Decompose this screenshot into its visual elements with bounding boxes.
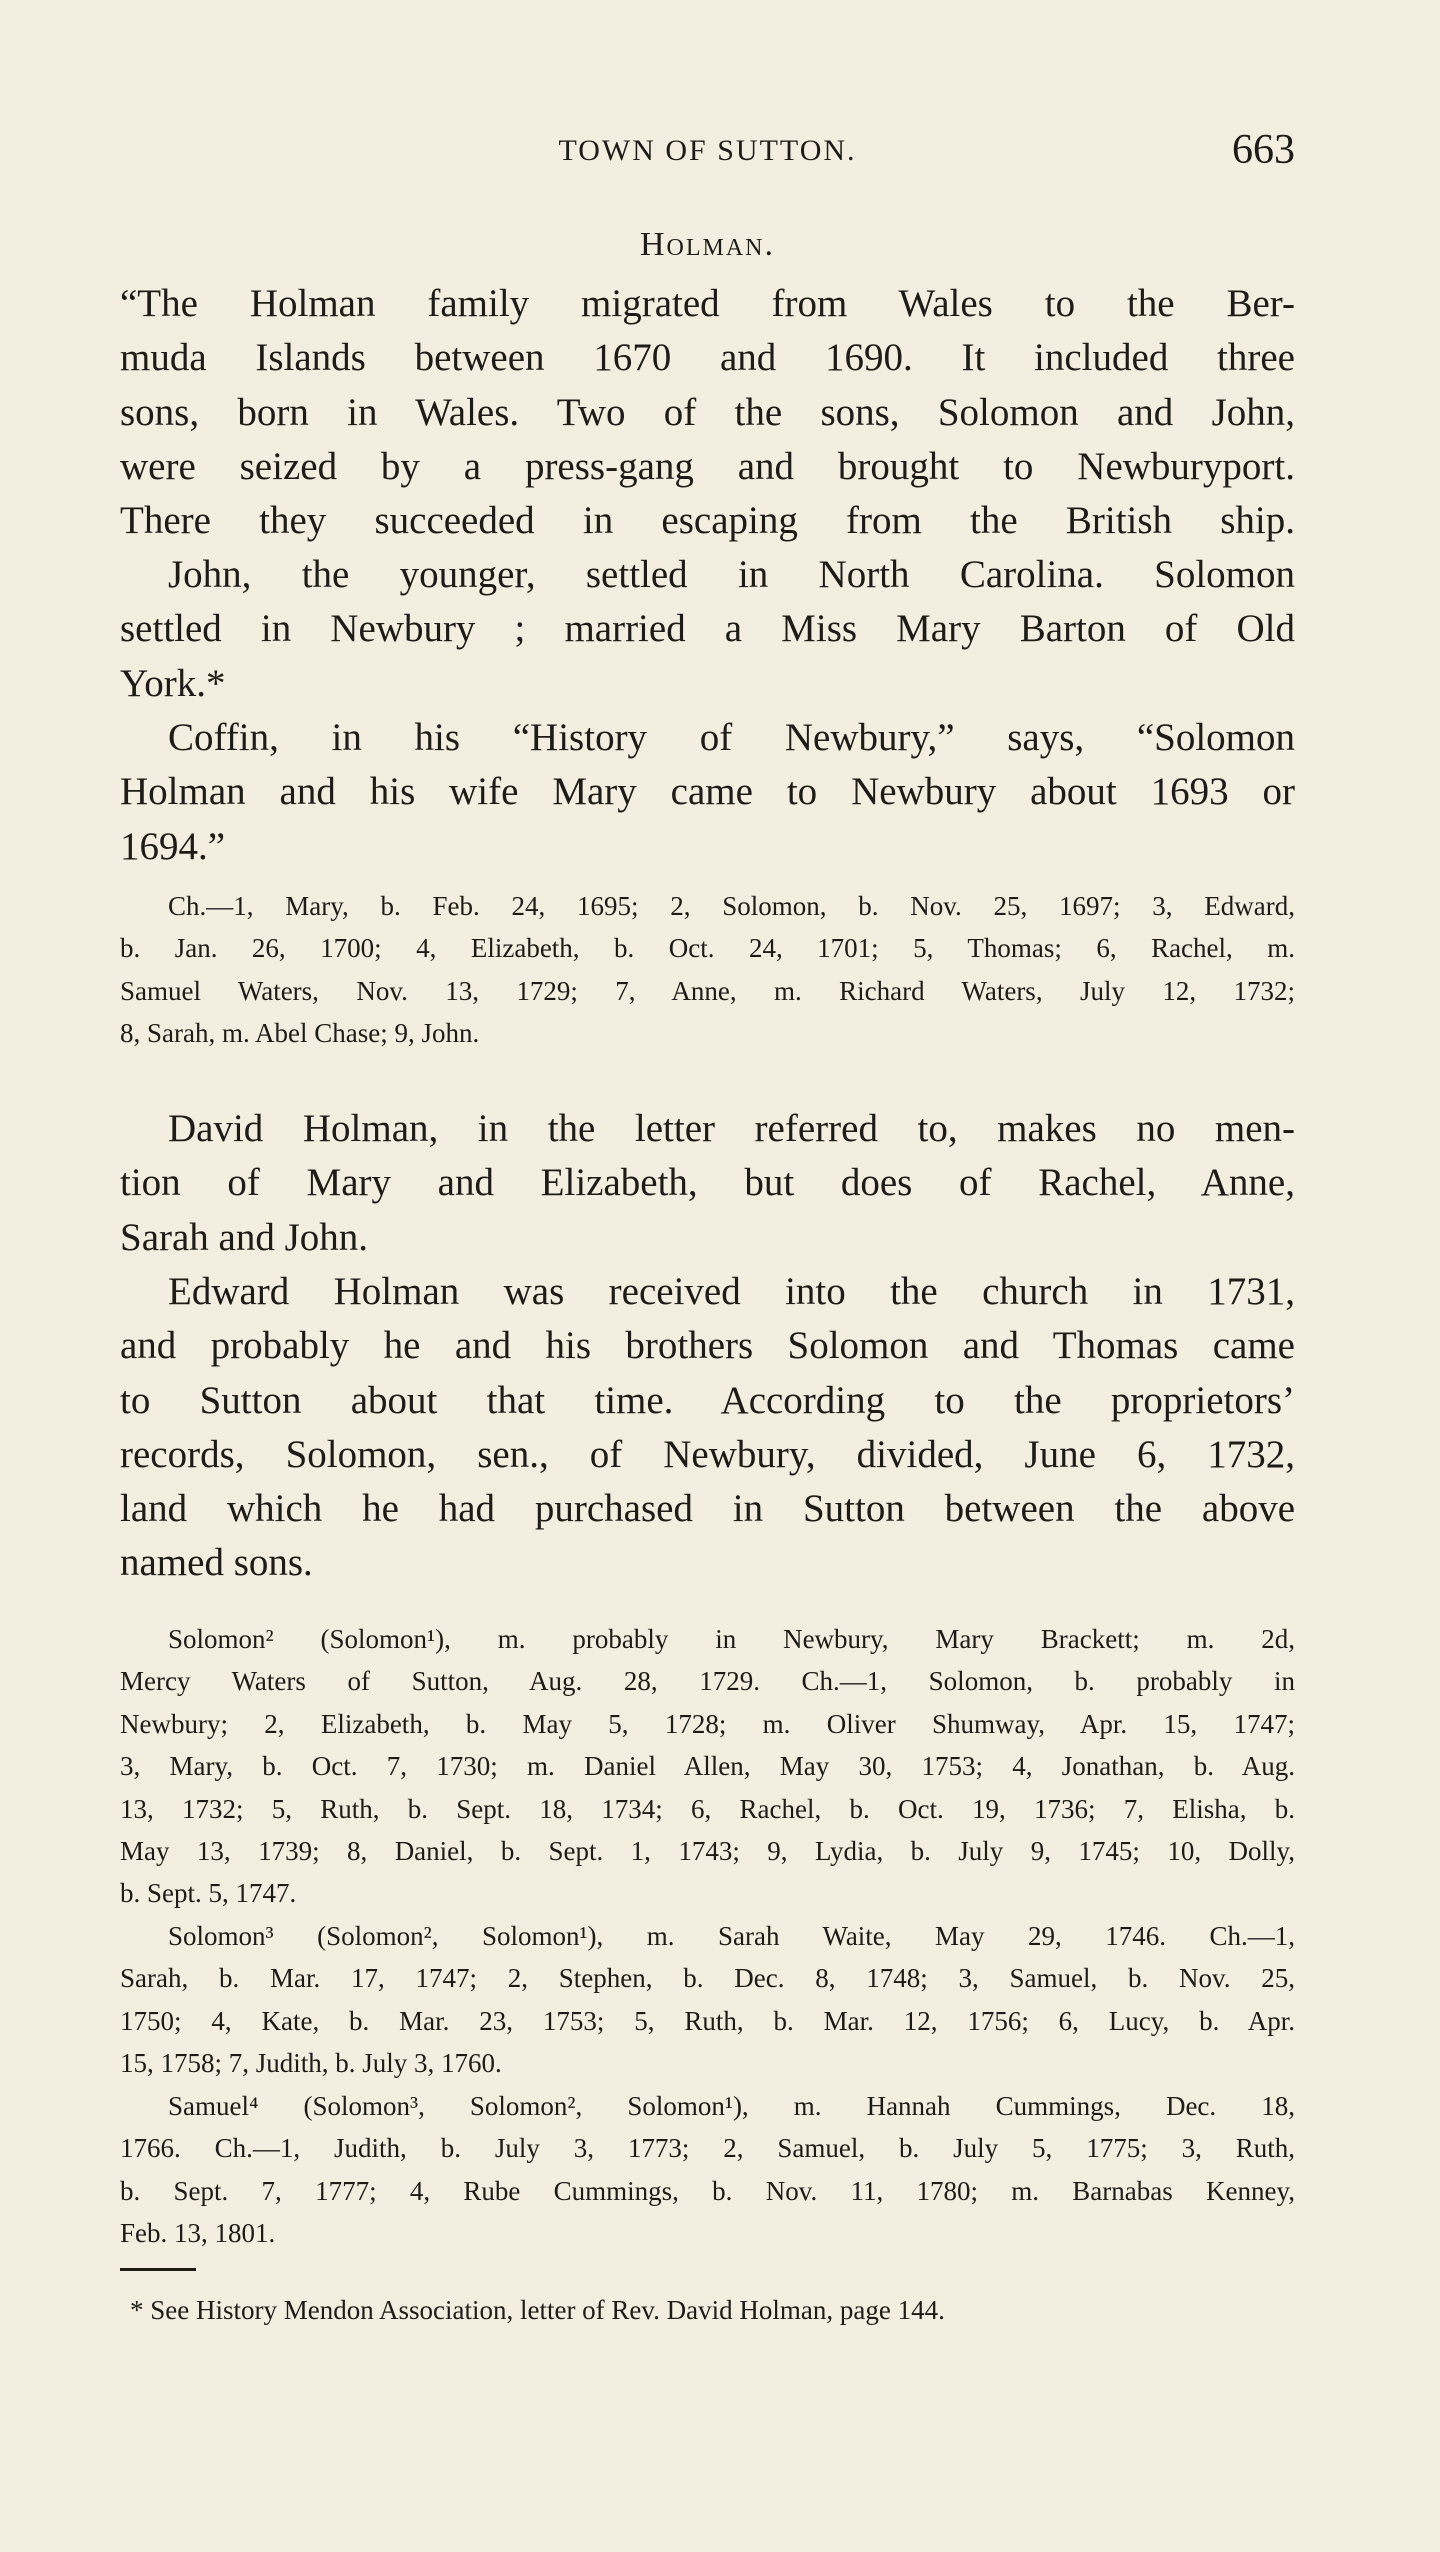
text-line: tion of Mary and Elizabeth, but does of Rachel, Anne,	[120, 1161, 1295, 1205]
text-line: Samuel Waters, Nov. 13, 1729; 7, Anne, m. Richard Waters, July 12, 1732;	[120, 975, 1295, 1006]
text-line: were seized by a press-gang and brought to Newburyport.	[120, 444, 1295, 488]
text-line: Sarah and John.	[120, 1215, 369, 1259]
text-line: b. Sept. 5, 1747.	[120, 1878, 297, 1909]
text-line: Ch.—1, Mary, b. Feb. 24, 1695; 2, Solomon, b. Nov. 25, 1697; 3, Edward,	[168, 891, 1295, 921]
running-title: TOWN OF SUTTON.	[558, 134, 857, 167]
text-line: David Holman, in the letter referred to, makes no men-	[168, 1107, 1295, 1150]
text-line: 13, 1732; 5, Ruth, b. Sept. 18, 1734; 6, Rachel, b. Oct. 19, 1736; 7, Elisha, b.	[120, 1793, 1295, 1824]
text-line: Coffin, in his “History of Newbury,” says, “Solomon	[168, 716, 1295, 759]
paragraph-family-origin	[120, 277, 1295, 548]
text-line: May 13, 1739; 8, Daniel, b. Sept. 1, 1743; 9, Lydia, b. July 9, 1745; 10, Dolly,	[120, 1836, 1295, 1867]
paragraph-john-solomon	[120, 548, 1295, 711]
footnote-divider	[120, 2268, 196, 2271]
text-line: 1750; 4, Kate, b. Mar. 23, 1753; 5, Ruth, b. Mar. 12, 1756; 6, Lucy, b. Apr.	[120, 2005, 1295, 2036]
text-line: Sarah, b. Mar. 17, 1747; 2, Stephen, b. Dec. 8, 1748; 3, Samuel, b. Nov. 25,	[120, 1963, 1295, 1994]
text-line: Solomon³ (Solomon², Solomon¹), m. Sarah Waite, May 29, 1746. Ch.—1,	[168, 1921, 1295, 1951]
text-line: Edward Holman was received into the church in 1731,	[168, 1270, 1295, 1313]
paragraph-edward-holman	[120, 1265, 1295, 1591]
text-line: and probably he and his brothers Solomon and Thomas came	[120, 1324, 1295, 1368]
text-line: 15, 1758; 7, Judith, b. July 3, 1760.	[120, 2048, 502, 2079]
text-line: b. Sept. 7, 1777; 4, Rube Cummings, b. Nov. 11, 1780; m. Barnabas Kenney,	[120, 2175, 1295, 2206]
genealogy-solomon2	[120, 1618, 1295, 1915]
text-line: sons, born in Wales. Two of the sons, Solomon and John,	[120, 390, 1295, 434]
text-line: muda Islands between 1670 and 1690. It included three	[120, 336, 1295, 380]
page-number: 663	[1232, 127, 1295, 173]
genealogy-solomon3	[120, 1915, 1295, 2085]
text-line: land which he had purchased in Sutton between the above	[120, 1487, 1295, 1531]
text-line: records, Solomon, sen., of Newbury, divided, June 6, 1732,	[120, 1432, 1295, 1476]
text-line: 3, Mary, b. Oct. 7, 1730; m. Daniel Allen, May 30, 1753; 4, Jonathan, b. Aug.	[120, 1751, 1295, 1782]
text-line: 1766. Ch.—1, Judith, b. July 3, 1773; 2, Samuel, b. July 5, 1775; 3, Ruth,	[120, 2133, 1295, 2164]
page-header	[120, 126, 1295, 176]
children-list-solomon1	[120, 885, 1295, 1055]
text-line: Solomon² (Solomon¹), m. probably in Newbury, Mary Brackett; m. 2d,	[168, 1624, 1295, 1654]
text-line: Newbury; 2, Elizabeth, b. May 5, 1728; m. Oliver Shumway, Apr. 15, 1747;	[120, 1708, 1295, 1739]
genealogy-samuel4	[120, 2085, 1295, 2255]
text-line: to Sutton about that time. According to the proprietors’	[120, 1378, 1295, 1422]
text-line: There they succeeded in escaping from the British ship.	[120, 499, 1295, 543]
paragraph-coffin-quote	[120, 711, 1295, 874]
text-line: settled in Newbury ; married a Miss Mary Barton of Old	[120, 607, 1295, 651]
text-line: b. Jan. 26, 1700; 4, Elizabeth, b. Oct. 24, 1701; 5, Thomas; 6, Rachel, m.	[120, 933, 1295, 964]
text-line: York.*	[120, 661, 226, 705]
paragraph-david-holman-letter	[120, 1102, 1295, 1265]
text-line: Samuel⁴ (Solomon³, Solomon², Solomon¹), m. Hannah Cummings, Dec. 18,	[168, 2091, 1295, 2121]
footnote: * See History Mendon Association, letter of Rev. David Holman, page 144.	[130, 2295, 945, 2325]
text-line: John, the younger, settled in North Carolina. Solomon	[168, 553, 1295, 596]
text-line: named sons.	[120, 1541, 313, 1585]
text-line: 8, Sarah, m. Abel Chase; 9, John.	[120, 1018, 480, 1049]
text-line: Feb. 13, 1801.	[120, 2218, 276, 2249]
text-line: “The Holman family migrated from Wales to the Ber-	[120, 282, 1295, 325]
section-heading: Holman.	[639, 226, 776, 263]
text-line: 1694.”	[120, 824, 226, 868]
text-line: Holman and his wife Mary came to Newbury about 1693 or	[120, 770, 1295, 814]
text-line: Mercy Waters of Sutton, Aug. 28, 1729. Ch.—1, Solomon, b. probably in	[120, 1666, 1295, 1697]
